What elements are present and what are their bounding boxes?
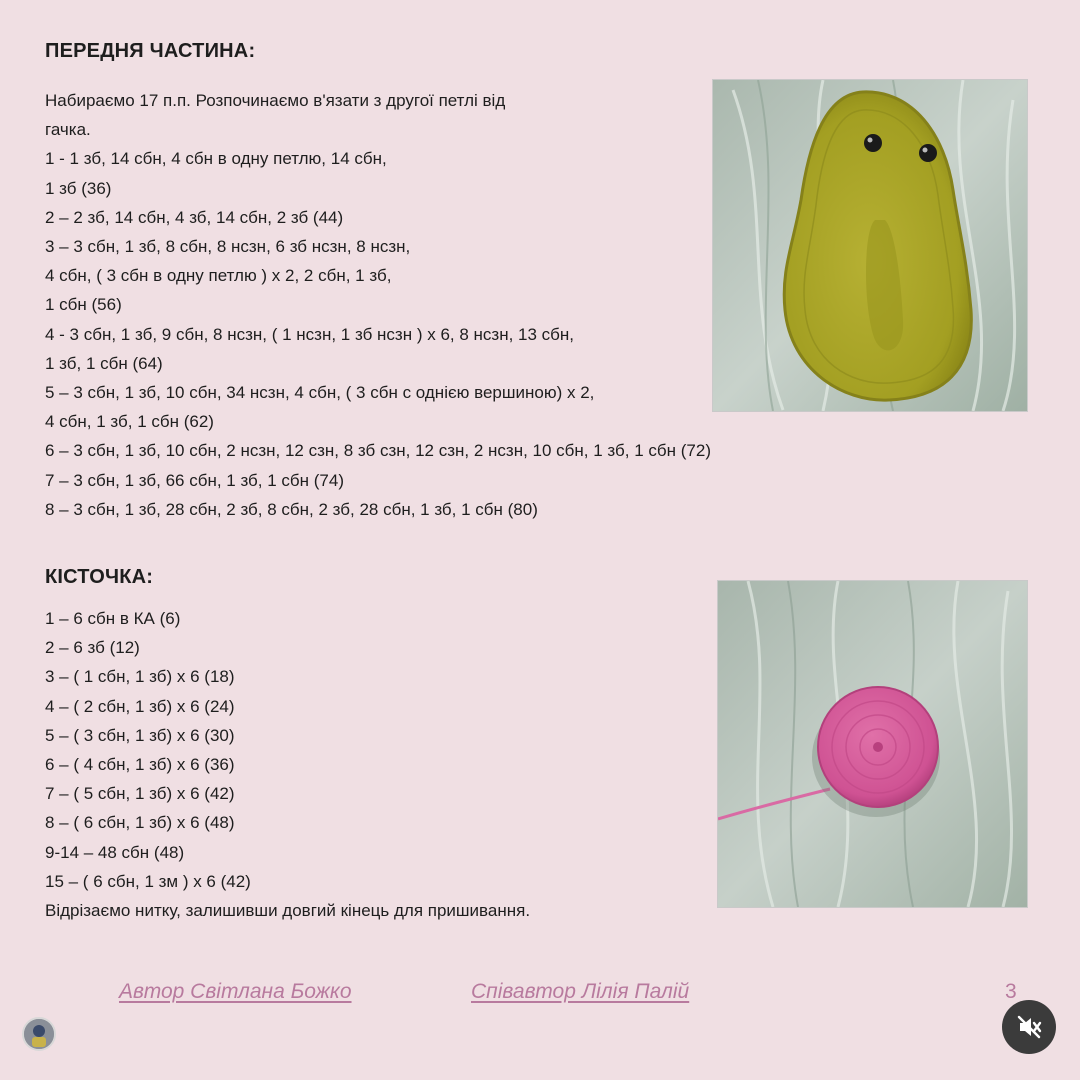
coauthor-link[interactable]: Співавтор Лілія Палій [471, 980, 690, 1003]
instruction-line: гачка. [45, 120, 91, 140]
ball-instructions [45, 604, 530, 925]
section-title-ball: КІСТОЧКА: [45, 566, 154, 588]
instruction-line: 2 – 2 зб, 14 сбн, 4 зб, 14 сбн, 2 зб (44) [45, 207, 344, 227]
instruction-line: 1 - 1 зб, 14 сбн, 4 сбн в одну петлю, 14 сбн, [45, 149, 387, 169]
instruction-line: 4 – ( 2 сбн, 1 зб) х 6 (24) [45, 696, 235, 716]
instruction-line: 7 – 3 сбн, 1 зб, 66 сбн, 1 зб, 1 сбн (74) [45, 470, 344, 490]
front-instructions [45, 86, 711, 524]
instruction-line: 15 – ( 6 сбн, 1 зм ) х 6 (42) [45, 871, 251, 891]
instruction-line: 6 – ( 4 сбн, 1 зб) х 6 (36) [45, 755, 235, 775]
mute-button[interactable] [1002, 1000, 1056, 1054]
instruction-line: 3 – ( 1 сбн, 1 зб) х 6 (18) [45, 667, 235, 687]
section-title-front: ПЕРЕДНЯ ЧАСТИНА: [45, 40, 256, 62]
instruction-line: 8 – 3 сбн, 1 зб, 28 сбн, 2 зб, 8 сбн, 2 зб, 28 сбн, 1 зб, 1 сбн (80) [45, 499, 538, 519]
profile-avatar[interactable] [22, 1017, 56, 1051]
author-link[interactable]: Автор Світлана Божко [119, 980, 352, 1003]
instruction-line: 1 зб (36) [45, 178, 112, 198]
instruction-line: 9-14 – 48 сбн (48) [45, 842, 185, 862]
instruction-line: 1 сбн (56) [45, 295, 122, 315]
instruction-line: 4 сбн, ( 3 сбн в одну петлю ) х 2, 2 сбн, 1 зб, [45, 266, 392, 286]
instruction-line: 4 сбн, 1 зб, 1 сбн (62) [45, 412, 214, 432]
instruction-line: 5 – 3 сбн, 1 зб, 10 сбн, 34 нсзн, 4 сбн, ( 3 сбн с однією вершиною) х 2, [45, 383, 595, 403]
instruction-line: 8 – ( 6 сбн, 1 зб) х 6 (48) [45, 813, 235, 833]
speaker-muted-icon [1015, 1013, 1043, 1041]
crochet-ball-illustration [718, 581, 1027, 907]
avatar-image [24, 1019, 54, 1049]
instruction-line: 2 – 6 зб (12) [45, 638, 140, 658]
instruction-line: Відрізаємо нитку, залишивши довгий кінець для пришивання. [45, 901, 531, 921]
crochet-front-illustration [713, 80, 1027, 411]
instruction-line: 5 – ( 3 сбн, 1 зб) х 6 (30) [45, 725, 235, 745]
instruction-line: 3 – 3 сбн, 1 зб, 8 сбн, 8 нсзн, 6 зб нсзн, 8 нсзн, [45, 237, 411, 257]
instruction-line: 1 зб, 1 сбн (64) [45, 353, 163, 373]
instruction-line: 7 – ( 5 сбн, 1 зб) х 6 (42) [45, 784, 235, 804]
instruction-line: 1 – 6 сбн в КА (6) [45, 609, 181, 628]
instruction-line: 4 - 3 сбн, 1 зб, 9 сбн, 8 нсзн, ( 1 нсзн, 1 зб нсзн ) х 6, 8 нсзн, 13 сбн, [45, 324, 575, 344]
instruction-line: 6 – 3 сбн, 1 зб, 10 сбн, 2 нсзн, 12 сзн, 8 зб сзн, 12 сзн, 2 нсзн, 10 сбн, 1 зб, 1 сбн (72) [45, 441, 711, 461]
photo-front-piece [712, 79, 1028, 412]
instruction-line: Набираємо 17 п.п. Розпочинаємо в'язати з другої петлі від [45, 91, 506, 110]
photo-ball-piece [717, 580, 1028, 908]
page-number: 3 [1005, 980, 1017, 1003]
